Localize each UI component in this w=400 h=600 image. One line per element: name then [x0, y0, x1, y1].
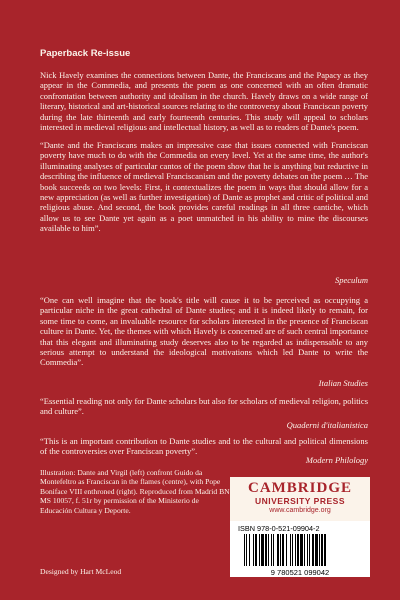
illustration-credit: Illustration: Dante and Virgil (left) confront Guido da Montefeltro as Franciscan in the flames (centre), with Pope Boniface VIII enthroned (right). Reproduced from Madrid BN MS 10057, f. 51r by permission of the Ministerio de Educación Cultura y Deporte. — [40, 468, 230, 515]
review-quote-2: “One can well imagine that the book's title will cause it to be perceived as occupying a particular niche in the great cathedral of Dante studies; and it is indeed likely to remain, for some time to come, an invaluable resource for scholars interested in the presence of Franciscan culture in Dante. Yet, the themes with which Havely is concerned are of such central importance that this elegant and illuminating study deserves also to be regarded as indispensable to any serious attempt to understand the ideological motivations which led Dante to write the Commedia”. — [40, 295, 368, 368]
barcode-digits: 9 780521 099042 — [270, 568, 330, 576]
review-quote-1: “Dante and the Franciscans makes an impressive case that issues connected with Franciscan poverty have much to do with the Commedia on every level. Yet at the same time, the author's illuminating analyses of particular cantos of the poem show that he is anything but reductive in describing the influence of medieval Franciscanism and the poverty debates on the poem … The book succeeds on two levels: First, it contextualizes the poem in ways that should allow for a new appreciation (as well as further investigation) of Dante as prophet and critic of political and religious abuse. And second, the book provides careful readings in all three cantiche, which allow us to see Dante yet again as a poet unmatched in his ability to mine the discourses available to him”. — [40, 140, 368, 234]
publisher-name: CAMBRIDGE — [247, 480, 352, 496]
review-quote-3: “Essential reading not only for Dante scholars but also for scholars of medieval religion, politics and culture”. — [40, 396, 368, 417]
publisher-url: www.cambridge.org — [269, 507, 331, 514]
book-description: Nick Havely examines the connections between Dante, the Franciscans and the Papacy as they appear in the Commedia, and presents the poem as one concerned with an often dramatic confrontation between authority and idealism in the church. Havely draws on a wide range of literary, historical and art-historical sources relating to the controversy about Franciscan poverty during the late thirteenth and early fourteenth centuries. This study will appeal to scholars interested in medieval religious and intellectual history, as well as to readers of Dante's poem. — [40, 70, 368, 133]
review-source-3: Quaderni d'italianistica — [286, 420, 368, 430]
designer-credit: Designed by Hart McLeod — [40, 567, 122, 576]
edition-heading: Paperback Re-issue — [40, 48, 131, 59]
barcode-icon — [238, 534, 362, 576]
review-source-4: Modern Philology — [305, 455, 368, 465]
publisher-press: UNIVERSITY PRESS — [254, 496, 346, 506]
review-source-1: Speculum — [334, 275, 368, 285]
publisher-logo — [230, 477, 370, 521]
review-source-2: Italian Studies — [318, 378, 368, 388]
review-quote-4: “This is an important contribution to Dante studies and to the cultural and political dimensions of the controversies over Franciscan poverty”. — [40, 436, 368, 457]
barcode-panel — [230, 521, 370, 577]
isbn-label: ISBN 978-0-521-09904-2 — [238, 524, 320, 533]
